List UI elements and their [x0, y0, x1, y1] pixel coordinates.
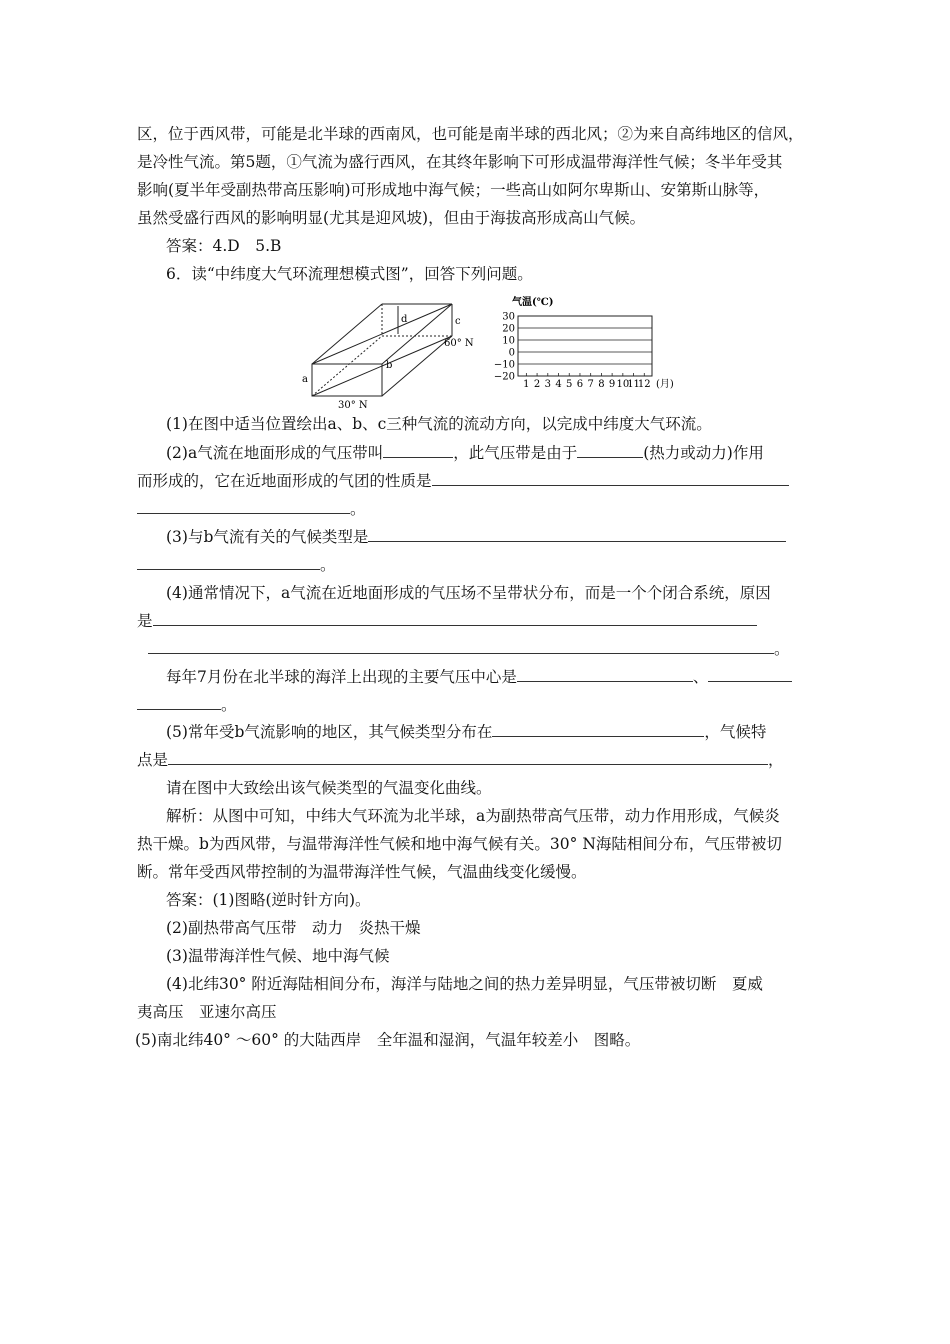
- chart-y-tick: −20: [493, 371, 515, 383]
- label-30n: 30° N: [338, 400, 368, 411]
- blank-q2-cause[interactable]: [577, 443, 643, 458]
- answer-4-line-1: (4)北纬30° 附近海陆相间分布，海洋与陆地之间的热力差异明显，气压带被切断 夏威: [166, 975, 763, 993]
- answer-5: (5)南北纬40° ～60° 的大陆西岸 全年温和湿润，气温年较差小 图略。: [135, 1031, 641, 1049]
- q2-text-d: 而形成的，它在近地面形成的气团的性质是: [137, 472, 432, 490]
- q4-text-c: 每年7月份在北半球的海洋上出现的主要气压中心是: [166, 668, 517, 686]
- question-6-4-line-5: [137, 695, 237, 715]
- chart-x-tick: 10: [616, 379, 630, 390]
- chart-frame: [518, 316, 652, 376]
- answer-3: (3)温带海洋性气候、地中海气候: [166, 947, 390, 965]
- answer-2: (2)副热带高气压带 动力 炎热干燥: [166, 919, 421, 937]
- q3-period: 。: [320, 556, 336, 574]
- question-6-intro: 6．读“中纬度大气环流理想模式图”，回答下列问题。: [166, 265, 533, 283]
- chart-x-tick: 4: [555, 379, 562, 390]
- chart-x-tick: 9: [608, 379, 616, 390]
- circulation-figure: [298, 296, 674, 418]
- answer-4-line-2: 夷高压 亚速尔高压: [137, 1003, 277, 1021]
- q4-period: 。: [774, 640, 790, 658]
- question-6-5-line-3: 请在图中大致绘出该气候类型的气温变化曲线。: [166, 779, 492, 797]
- answer-4-5: 答案：4.D 5.B: [166, 237, 282, 255]
- chart-x-tick: 5: [566, 379, 573, 390]
- q2-period: 。: [350, 500, 366, 518]
- q5-comma: ，: [768, 751, 784, 769]
- q2-text-b: ，此气压带是由于: [453, 444, 578, 462]
- analysis-line-3: 断。常年受西风带控制的为温带海洋性气候，气温曲线变化缓慢。: [137, 863, 587, 881]
- chart-x-tick: 3: [544, 379, 551, 390]
- chart-x-tick: 7: [587, 379, 594, 390]
- chart-x-unit: (月): [656, 379, 674, 390]
- answer-1: 答案：(1)图略(逆时针方向)。: [166, 891, 371, 909]
- question-6-1: (1)在图中适当位置绘出a、b、c三种气流的流动方向，以完成中纬度大气环流。: [166, 415, 712, 433]
- question-6-4-line-3: [148, 639, 790, 659]
- label-b: b: [386, 360, 393, 371]
- blank-q2-airmass[interactable]: [432, 471, 789, 486]
- label-c: c: [455, 316, 461, 327]
- prev-paragraph-line-2: 是冷性气流。第5题，①气流为盛行西风，在其终年影响下可形成温带海洋性气候；冬半年受其: [137, 153, 783, 171]
- question-6-3-line-1: [166, 527, 786, 547]
- q5-text-c: 点是: [137, 751, 169, 769]
- question-6-3-line-2: [137, 555, 336, 575]
- label-60n: 60° N: [444, 338, 474, 349]
- prev-paragraph-line-4: 虽然受盛行西风的影响明显(尤其是迎风坡)，但由于海拔高形成高山气候。: [137, 209, 646, 227]
- q4-dunhao: 、: [692, 668, 709, 686]
- blank-q3-climate[interactable]: [368, 527, 786, 542]
- blank-q4-reason-cont[interactable]: [148, 639, 774, 654]
- q5-text-a: (5)常年受b气流影响的地区，其气候类型分布在: [166, 723, 493, 741]
- question-6-5-line-1: [166, 722, 766, 742]
- blank-q4-center-1[interactable]: [517, 667, 693, 682]
- question-6-4-line-4: [166, 667, 792, 687]
- chart-y-tick: −10: [493, 359, 515, 371]
- question-6-4-line-2: [137, 611, 757, 631]
- box-top-left-edge: [312, 304, 382, 364]
- question-6-2-line-3: [137, 499, 366, 519]
- blank-q4-center-2-cont[interactable]: [137, 695, 221, 710]
- question-6-5-line-2: [137, 750, 784, 770]
- chart-y-tick: 30: [502, 311, 515, 323]
- prev-paragraph-line-1: 区，位于西风带，可能是北半球的西南风，也可能是南半球的西北风；②为来自高纬地区的信风，: [137, 125, 804, 143]
- question-6-4-line-1: (4)通常情况下，a气流在近地面形成的气压场不呈带状分布，而是一个个闭合系统，原因: [166, 584, 771, 602]
- figure-svg: [298, 296, 674, 414]
- chart-x-tick: 1: [523, 379, 530, 390]
- chart-x-tick: 11: [627, 379, 640, 390]
- circulation-box: [312, 304, 452, 396]
- analysis-line-1: 解析：从图中可知，中纬大气环流为北半球，a为副热带高气压带，动力作用形成，气候炎: [166, 807, 780, 825]
- q2-text-c: (热力或动力)作用: [643, 444, 764, 462]
- blank-q4-reason[interactable]: [153, 611, 757, 626]
- chart-y-tick: 10: [502, 335, 515, 347]
- label-a: a: [302, 374, 308, 385]
- q5-text-b: ，气候特: [704, 723, 767, 741]
- blank-q2-pressure-belt[interactable]: [383, 443, 453, 458]
- q4-text-b: 是: [137, 612, 153, 630]
- blank-q5-distribution[interactable]: [492, 722, 704, 737]
- chart-x-tick: 8: [598, 379, 605, 390]
- prev-paragraph-line-3: 影响(夏半年受副热带高压影响)可形成地中海气候；一些高山如阿尔卑斯山、安第斯山脉等，: [137, 181, 770, 199]
- box-bottom-right-edge: [382, 336, 452, 396]
- q4-period-2: 。: [221, 696, 237, 714]
- label-d: d: [401, 314, 408, 325]
- chart-x-tick: 2: [533, 379, 541, 390]
- box-top-right-edge: [382, 304, 452, 364]
- blank-q2-airmass-cont[interactable]: [137, 499, 350, 514]
- chart-y-tick: 0: [508, 347, 515, 359]
- analysis-line-2: 热干燥。b为西风带，与温带海洋性气候和地中海气候有关。30° N海陆相间分布，气压带被切: [137, 835, 782, 853]
- blank-q3-climate-cont[interactable]: [137, 555, 320, 570]
- chart-x-tick: 6: [576, 379, 584, 390]
- box-hidden-bottom: [312, 336, 382, 396]
- chart-y-title: 气温(℃): [512, 297, 554, 308]
- temperature-chart: [494, 295, 674, 390]
- blank-q4-center-2[interactable]: [708, 667, 792, 682]
- chart-y-tick: 20: [502, 323, 515, 335]
- q3-text: (3)与b气流有关的气候类型是: [166, 528, 369, 546]
- blank-q5-features[interactable]: [168, 750, 768, 765]
- chart-x-tick: 12: [637, 379, 651, 390]
- question-6-2-line-1: [166, 443, 764, 463]
- question-6-2-line-2: [137, 471, 789, 491]
- q2-text-a: (2)a气流在地面形成的气压带叫: [166, 444, 384, 462]
